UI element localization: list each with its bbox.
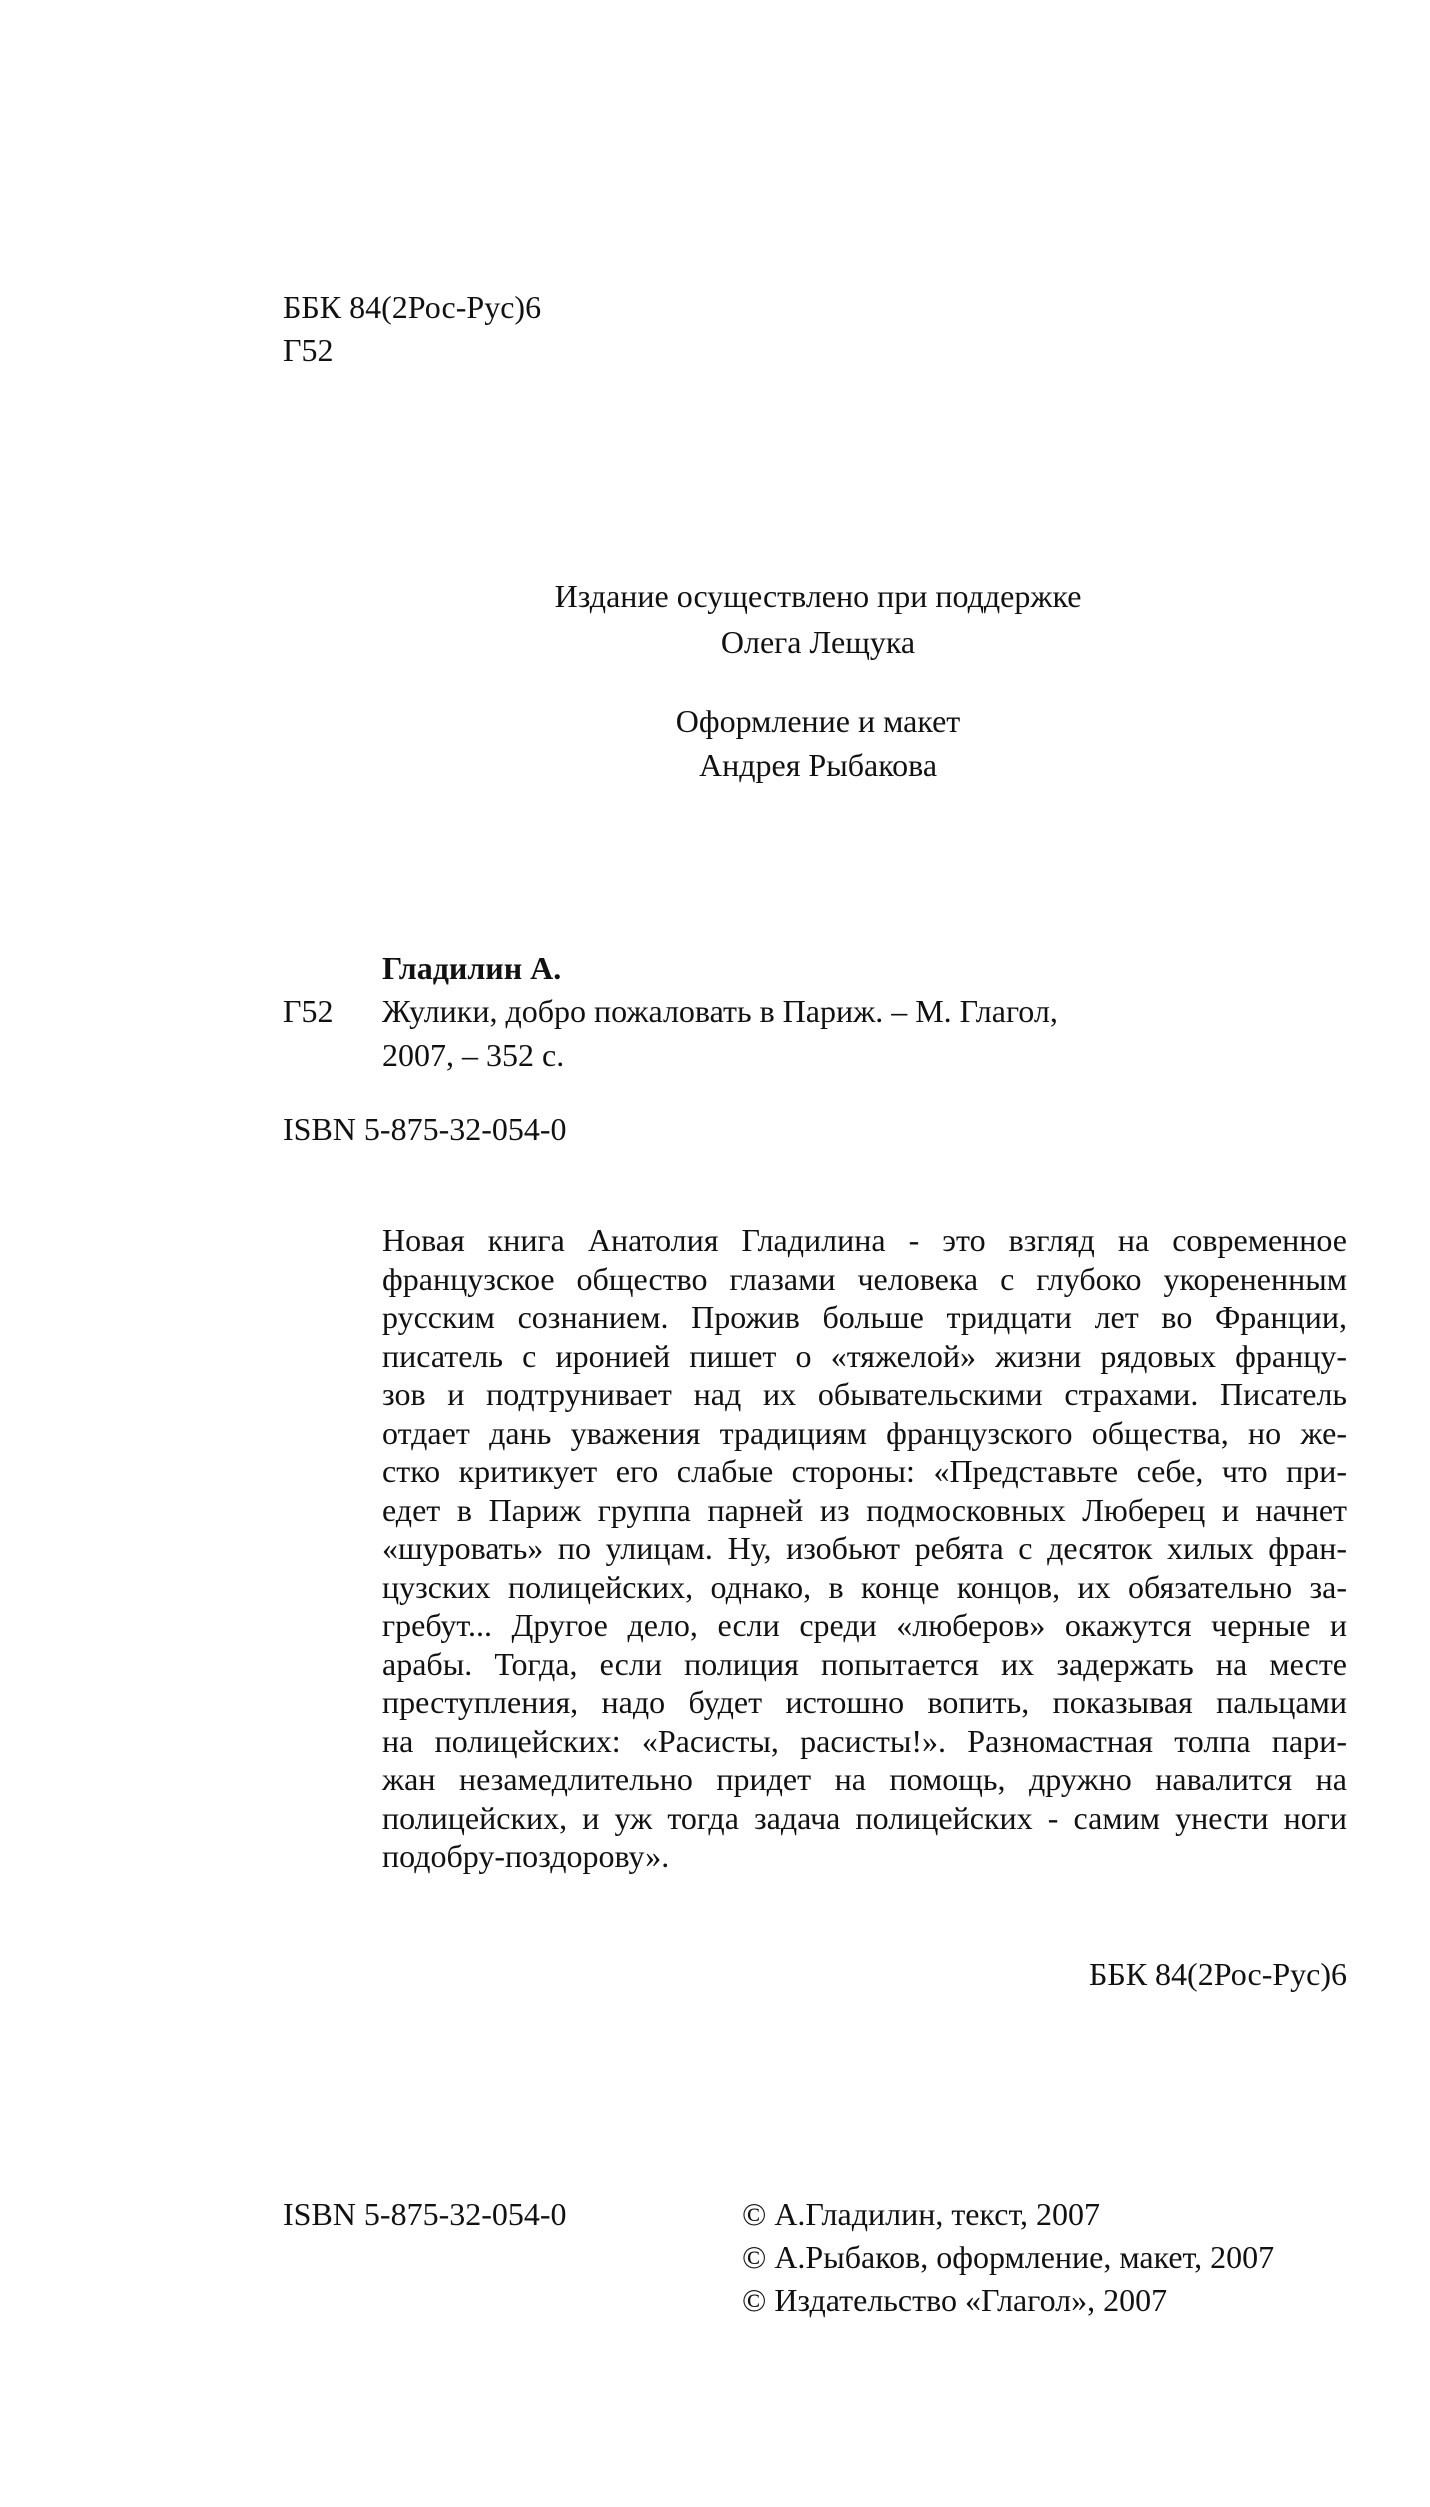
author-mark: Г52 bbox=[283, 332, 334, 368]
annotation-line: цузских полицейских, однако, в конце концов, их обязательно за- bbox=[382, 1568, 1347, 1605]
book-author: Гладилин А. bbox=[382, 950, 562, 986]
copyright-line: © А.Гладилин, текст, 2007 bbox=[742, 2196, 1101, 2232]
annotation-line: преступления, надо будет истошно вопить, показывая пальцами bbox=[382, 1684, 1347, 1720]
annotation-line: отдает дань уважения традициям французского общества, но же- bbox=[382, 1414, 1347, 1451]
annotation-line: полицейских, и уж тогда задача полицейских - самим унести ноги bbox=[382, 1799, 1347, 1836]
annotation-line: едет в Париж группа парней из подмосковных Люберец и начнет bbox=[382, 1491, 1347, 1528]
annotation-line: арабы. Тогда, если полиция попытается их задержать на месте bbox=[382, 1645, 1347, 1682]
book-title: Жулики, добро пожаловать в Париж. – М. Глагол, bbox=[382, 993, 1058, 1029]
copyright-line: © А.Рыбаков, оформление, макет, 2007 bbox=[742, 2239, 1275, 2275]
record-mark: Г52 bbox=[283, 993, 334, 1029]
annotation-line: гребут... Другое дело, если среди «люберов» окажутся черные и bbox=[382, 1607, 1347, 1643]
annotation-line: Новая книга Анатолия Гладилина - это взгляд на современное bbox=[382, 1222, 1347, 1258]
annotation-line: стко критикует его слабые стороны: «Представьте себе, что при- bbox=[382, 1453, 1347, 1489]
annotation-line: «шуровать» по улицам. Ну, изобьют ребята с десяток хилых фран- bbox=[382, 1530, 1347, 1566]
isbn-bottom: ISBN 5-875-32-054-0 bbox=[283, 2196, 567, 2232]
annotation-line: писатель с иронией пишет о «тяжелой» жизни рядовых францу- bbox=[382, 1337, 1347, 1374]
design-line: Оформление и макет bbox=[675, 703, 961, 739]
annotation-line: русским сознанием. Прожив больше тридцати лет во Франции, bbox=[382, 1299, 1347, 1335]
isbn-top: ISBN 5-875-32-054-0 bbox=[283, 1111, 567, 1147]
support-line: Издание осуществлено при поддержке bbox=[554, 578, 1082, 614]
annotation-line: зов и подтрунивает над их обывательскими страхами. Писатель bbox=[382, 1376, 1347, 1412]
bbk-bottom: ББК 84(2Рос-Рус)6 bbox=[1088, 1956, 1347, 1992]
annotation-line: французское общество глазами человека с глубоко укорененным bbox=[382, 1260, 1347, 1297]
annotation-line: на полицейских: «Расисты, расисты!». Разномастная толпа пари- bbox=[382, 1722, 1347, 1759]
annotation bbox=[382, 1221, 1347, 1876]
book-imprint: 2007, – 352 с. bbox=[382, 1037, 565, 1073]
design-name: Андрея Рыбакова bbox=[698, 747, 938, 783]
bbk-code: ББК 84(2Рос-Рус)6 bbox=[283, 289, 542, 325]
annotation-line: подобру-поздорову». bbox=[382, 1838, 670, 1874]
annotation-line: жан незамедлительно придет на помощь, дружно навалится на bbox=[382, 1761, 1347, 1797]
copyright-line: © Издательство «Глагол», 2007 bbox=[742, 2282, 1168, 2318]
support-name: Олега Лещука bbox=[720, 624, 916, 660]
